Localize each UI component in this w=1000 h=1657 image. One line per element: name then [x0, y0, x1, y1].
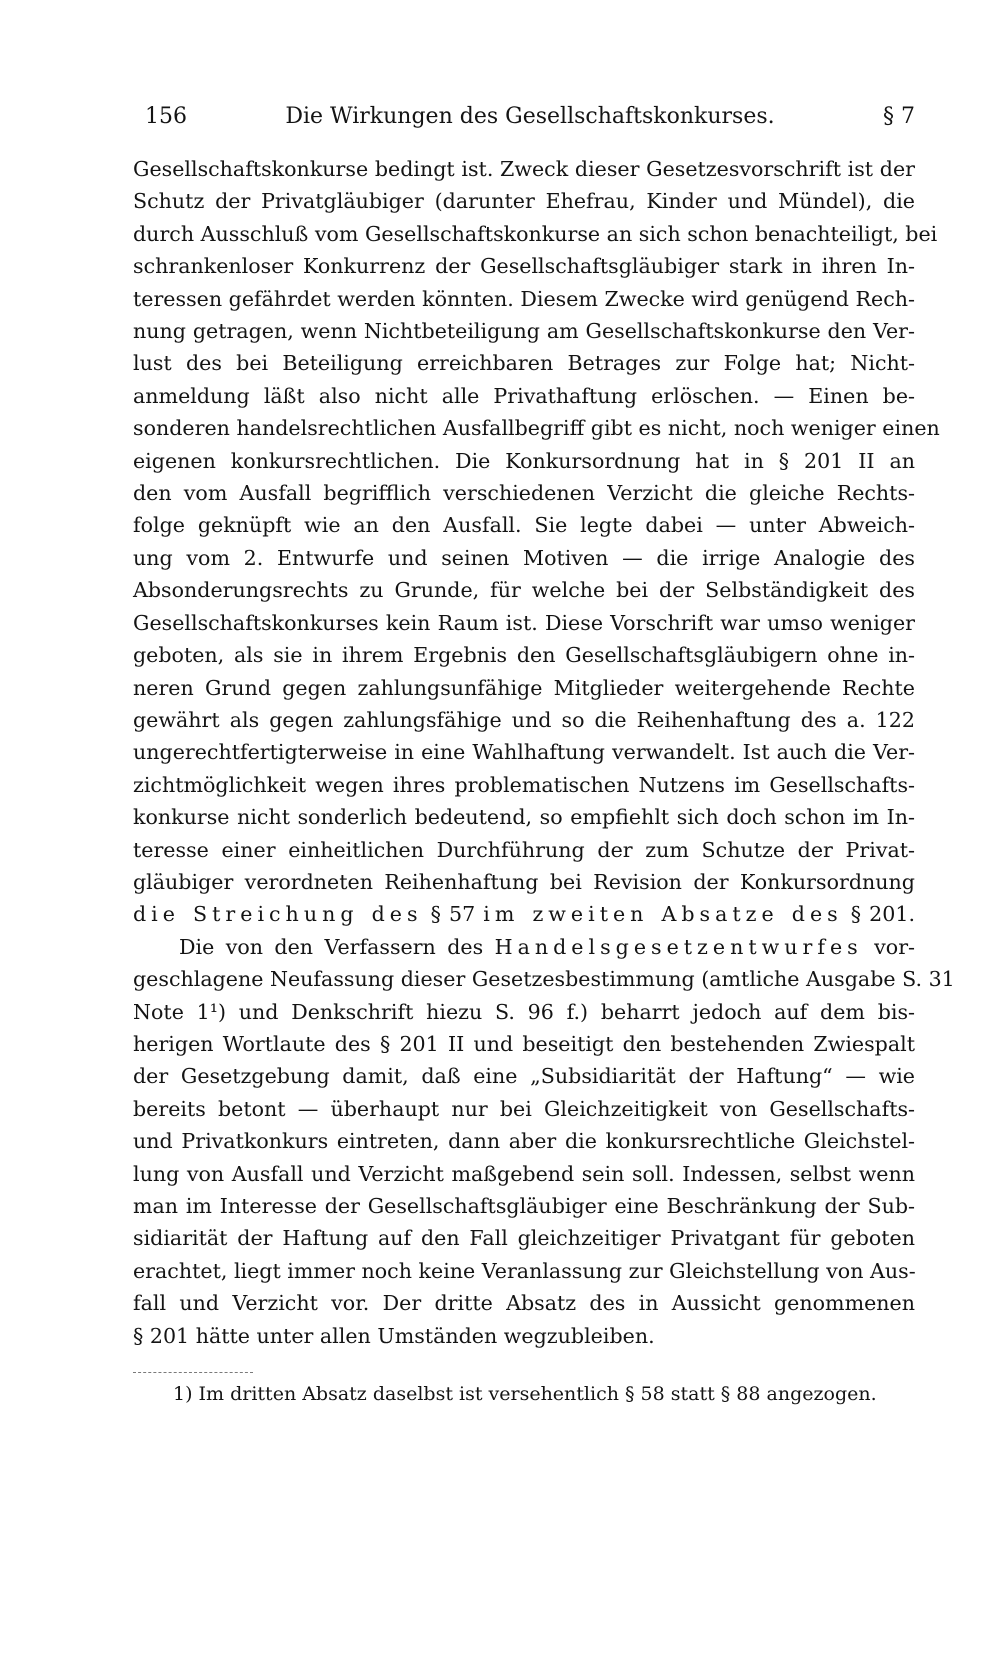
- text-line: Schutz der Privatgläubiger (darunter Ehefrau, Kinder und Mündel), die: [133, 189, 915, 214]
- text-run: Die von den Verfassern des: [179, 934, 495, 959]
- paragraph-1: [133, 153, 940, 931]
- text-line: sonderen handelsrechtlichen Ausfallbegriff gibt es nicht, noch weniger einen: [133, 416, 940, 441]
- body-text: [133, 153, 955, 1352]
- running-header: [145, 104, 915, 138]
- text-line: und Privatkonkurs eintreten, dann aber die konkursrechtliche Gleichstel-: [133, 1129, 915, 1154]
- text-line: ungerechtfertigterweise in eine Wahlhaftung verwandelt. Ist auch die Ver-: [133, 740, 915, 765]
- section-number: § 7: [883, 104, 915, 129]
- text-line: bereits betont — überhaupt nur bei Gleichzeitigkeit von Gesellschafts-: [133, 1096, 915, 1121]
- text-line: geschlagene Neufassung dieser Gesetzesbestimmung (amtliche Ausgabe S. 31: [133, 967, 955, 992]
- text-line: Note 1¹) und Denkschrift hiezu S. 96 f.) beharrt jedoch auf dem bis-: [133, 999, 915, 1024]
- page-number: 156: [145, 104, 187, 129]
- text-run: § 201.: [842, 902, 916, 927]
- text-line: [133, 931, 915, 963]
- text-run: Handelsgesetzentwurfes: [494, 934, 863, 959]
- text-line: teressen gefährdet werden könnten. Diesem Zwecke wird genügend Rech-: [133, 286, 915, 311]
- text-line: gewährt als gegen zahlungsfähige und so die Reihenhaftung des a. 122: [133, 707, 915, 732]
- text-line: Gesellschaftskonkurses kein Raum ist. Diese Vorschrift war umso weniger: [133, 610, 915, 635]
- text-line: [133, 898, 915, 930]
- text-line: durch Ausschluß vom Gesellschaftskonkurse an sich schon benachteiligt, bei: [133, 221, 938, 246]
- footnote: 1) Im dritten Absatz daselbst ist versehentlich § 58 statt § 88 angezogen.: [173, 1383, 877, 1405]
- text-line: konkurse nicht sonderlich bedeutend, so empfiehlt sich doch schon im In-: [133, 805, 915, 830]
- text-line: teresse einer einheitlichen Durchführung der zum Schutze der Privat-: [133, 837, 915, 862]
- text-line: erachtet, liegt immer noch keine Veranlassung zur Gleichstellung von Aus-: [133, 1258, 916, 1283]
- text-line: Absonderungsrechts zu Grunde, für welche bei der Selbständigkeit des: [133, 578, 915, 603]
- text-line: man im Interesse der Gesellschaftsgläubiger eine Beschränkung der Sub-: [133, 1194, 915, 1218]
- text-run: im zweiten Absatze des: [483, 902, 843, 927]
- text-line: geboten, als sie in ihrem Ergebnis den Gesellschaftsgläubigern ohne in-: [133, 643, 915, 668]
- text-line: eigenen konkursrechtlichen. Die Konkursordnung hat in § 201 II an: [133, 448, 915, 473]
- text-line: anmeldung läßt also nicht alle Privathaftung erlöschen. — Einen be-: [133, 383, 915, 408]
- text-line: den vom Ausfall begrifflich verschiedenen Verzicht die gleiche Rechts-: [133, 481, 915, 506]
- text-line: Gesellschaftskonkurse bedingt ist. Zweck dieser Gesetzesvorschrift ist der: [133, 157, 915, 181]
- text-line: folge geknüpft wie an den Ausfall. Sie legte dabei — unter Abweich-: [133, 513, 915, 538]
- running-title: Die Wirkungen des Gesellschaftskonkurses.: [285, 104, 775, 129]
- text-line: neren Grund gegen zahlungsunfähige Mitglieder weitergehende Rechte: [133, 675, 915, 700]
- paragraph-2: [133, 931, 955, 1352]
- text-run: § 57: [422, 902, 484, 927]
- text-line: der Gesetzgebung damit, daß eine „Subsidiarität der Haftung“ — wie: [133, 1064, 915, 1089]
- text-line: ung vom 2. Entwurfe und seinen Motiven — die irrige Analogie des: [133, 545, 915, 570]
- text-line: lung von Ausfall und Verzicht maßgebend sein soll. Indessen, selbst wenn: [133, 1161, 915, 1186]
- footnote-separator: [133, 1372, 253, 1373]
- text-run: die Streichung des: [133, 902, 423, 927]
- text-line: fall und Verzicht vor. Der dritte Absatz des in Aussicht genommenen: [133, 1291, 915, 1316]
- text-line: herigen Wortlaute des § 201 II und beseitigt den bestehenden Zwiespalt: [133, 1031, 915, 1056]
- text-line: gläubiger verordneten Reihenhaftung bei Revision der Konkursordnung: [133, 869, 915, 894]
- text-line: lust des bei Beteiligung erreichbaren Betrages zur Folge hat; Nicht-: [133, 351, 915, 376]
- text-line: sidiarität der Haftung auf den Fall gleichzeitiger Privatgant für geboten: [133, 1226, 915, 1251]
- text-line: nung getragen, wenn Nichtbeteiligung am Gesellschaftskonkurse den Ver-: [133, 319, 915, 344]
- text-line: § 201 hätte unter allen Umständen wegzubleiben.: [133, 1323, 655, 1348]
- text-line: schrankenloser Konkurrenz der Gesellschaftsgläubiger stark in ihren In-: [133, 254, 915, 279]
- text-run: vor-: [862, 934, 915, 959]
- text-line: zichtmöglichkeit wegen ihres problematischen Nutzens im Gesellschafts-: [133, 772, 915, 797]
